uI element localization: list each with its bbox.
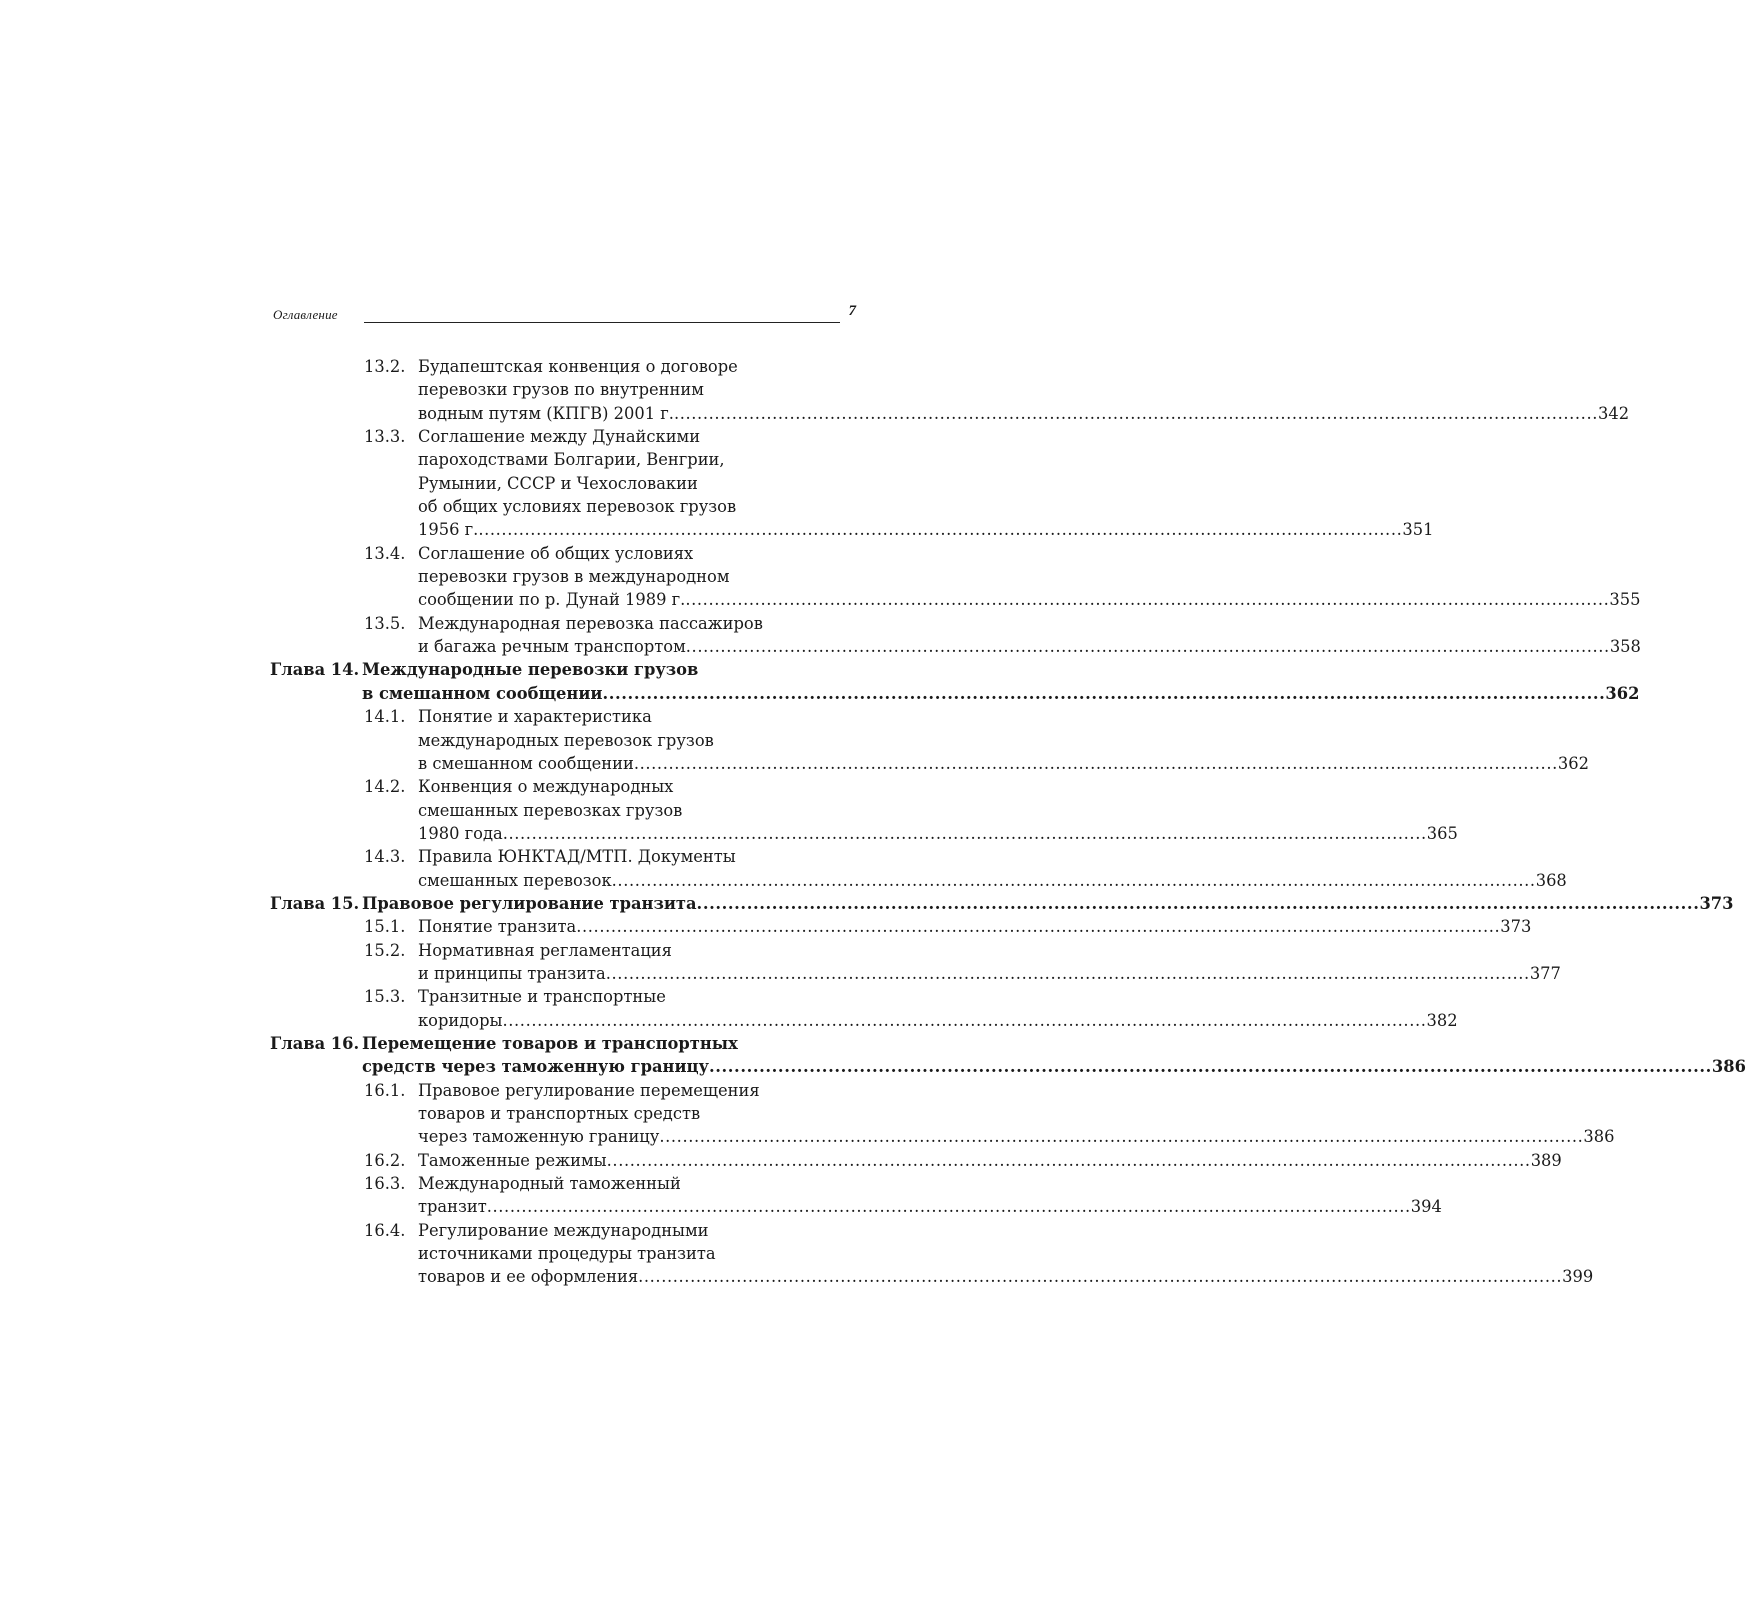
toc-line bbox=[270, 1102, 823, 1125]
toc-leader-line bbox=[418, 1149, 1562, 1172]
dot-leader: ................................................................................................................................................................ bbox=[708, 1057, 1712, 1077]
entry-title-text: сообщении по р. Дунай 1989 г. bbox=[418, 590, 686, 610]
toc-line bbox=[270, 1032, 823, 1055]
toc-leader-line bbox=[362, 1055, 1746, 1078]
entry-page-number: 377 bbox=[1529, 963, 1561, 983]
toc-line bbox=[270, 425, 823, 448]
running-header-title: Оглавление bbox=[273, 307, 338, 322]
header-rule bbox=[364, 322, 840, 323]
toc-section-entry bbox=[270, 985, 1458, 1032]
section-number: 14.3. bbox=[364, 847, 406, 867]
toc-section-entry bbox=[270, 915, 1532, 938]
entry-title-text: и принципы транзита bbox=[418, 963, 606, 983]
dot-leader: ................................................................................................................................................................ bbox=[576, 917, 1501, 937]
dot-leader: ................................................................................................................................................................ bbox=[602, 683, 1606, 703]
entry-page-number: 342 bbox=[1598, 403, 1630, 423]
toc-section-entry bbox=[270, 939, 1561, 986]
toc-line bbox=[270, 705, 823, 728]
toc-chapter-entry bbox=[270, 892, 1734, 915]
section-number: 13.3. bbox=[364, 427, 406, 447]
entry-page-number: 373 bbox=[1500, 917, 1532, 937]
entry-title-text: Правовое регулирование транзита bbox=[362, 893, 697, 913]
entry-page-number: 355 bbox=[1609, 590, 1641, 610]
running-header bbox=[273, 303, 856, 327]
toc-leader-line bbox=[418, 1009, 1458, 1032]
toc-line bbox=[270, 869, 1567, 892]
toc-section-entry bbox=[270, 1149, 1562, 1172]
entry-title-text: перевозки грузов по внутренним bbox=[418, 380, 704, 400]
section-number: 15.2. bbox=[364, 940, 406, 960]
toc-line bbox=[270, 1009, 1458, 1032]
toc-line bbox=[270, 472, 823, 495]
toc-section-entry bbox=[270, 775, 1458, 845]
toc-line bbox=[270, 1172, 823, 1195]
toc-line bbox=[270, 495, 823, 518]
section-number: 15.1. bbox=[364, 917, 406, 937]
entry-title-text: Перемещение товаров и транспортных bbox=[362, 1033, 738, 1053]
toc-line bbox=[270, 635, 1641, 658]
entry-title-text: Понятие транзита bbox=[418, 917, 577, 937]
entry-page-number: 399 bbox=[1562, 1267, 1594, 1287]
toc-line bbox=[270, 565, 823, 588]
entry-title-text: Правовое регулирование перемещения bbox=[418, 1080, 760, 1100]
entry-title-text: Будапештская конвенция о договоре bbox=[418, 357, 738, 376]
toc-line bbox=[270, 962, 1561, 985]
entry-page-number: 382 bbox=[1426, 1010, 1458, 1030]
toc-line bbox=[270, 378, 823, 401]
entry-page-number: 362 bbox=[1605, 683, 1640, 703]
entry-title-text: Регулирование международными bbox=[418, 1220, 709, 1240]
toc-leader-line bbox=[418, 752, 1589, 775]
toc-line bbox=[270, 985, 823, 1008]
chapter-number: Глава 15. bbox=[270, 893, 360, 913]
toc-line bbox=[270, 775, 823, 798]
entry-title-text: международных перевозок грузов bbox=[418, 730, 714, 750]
toc-leader-line bbox=[418, 635, 1641, 658]
toc-leader-line bbox=[418, 588, 1641, 611]
entry-title-text: 1980 года bbox=[418, 823, 503, 843]
entry-page-number: 373 bbox=[1699, 893, 1734, 913]
entry-title-text: источниками процедуры транзита bbox=[418, 1244, 716, 1264]
toc-leader-line bbox=[418, 822, 1458, 845]
dot-leader: ................................................................................................................................................................ bbox=[478, 520, 1403, 540]
toc-section-entry bbox=[270, 1172, 1442, 1219]
toc-leader-line bbox=[418, 962, 1561, 985]
toc-section-entry bbox=[270, 1219, 1594, 1289]
toc-section-entry bbox=[270, 542, 1641, 612]
toc-section-entry bbox=[270, 1079, 1615, 1149]
toc-leader-line bbox=[418, 402, 1630, 425]
toc-line bbox=[270, 1125, 1615, 1148]
section-number: 16.1. bbox=[364, 1080, 406, 1100]
toc-line bbox=[270, 822, 1458, 845]
section-number: 13.4. bbox=[364, 543, 406, 563]
toc-line bbox=[270, 448, 823, 471]
entry-title-text: пароходствами Болгарии, Венгрии, bbox=[418, 450, 725, 470]
entry-title-text: Таможенные режимы bbox=[418, 1150, 607, 1170]
dot-leader: ................................................................................................................................................................ bbox=[659, 1127, 1584, 1147]
toc-leader-line bbox=[418, 915, 1532, 938]
dot-leader: ................................................................................................................................................................ bbox=[502, 823, 1427, 843]
dot-leader: ................................................................................................................................................................ bbox=[605, 963, 1530, 983]
entry-title-text: Румынии, СССР и Чехословакии bbox=[418, 473, 698, 493]
entry-title-text: Транзитные и транспортные bbox=[418, 987, 666, 1007]
section-number: 16.4. bbox=[364, 1220, 406, 1240]
entry-title-text: Международный таможенный bbox=[418, 1174, 681, 1194]
page-number: 7 bbox=[848, 303, 856, 319]
chapter-number: Глава 14. bbox=[270, 660, 360, 680]
toc-line bbox=[270, 588, 1641, 611]
dot-leader: ................................................................................................................................................................ bbox=[685, 637, 1610, 657]
entry-page-number: 362 bbox=[1557, 753, 1589, 773]
dot-leader: ................................................................................................................................................................ bbox=[638, 1267, 1563, 1287]
dot-leader: ................................................................................................................................................................ bbox=[633, 753, 1558, 773]
dot-leader: ................................................................................................................................................................ bbox=[502, 1010, 1427, 1030]
toc-section-entry bbox=[270, 355, 1630, 425]
toc-line bbox=[270, 542, 823, 565]
entry-page-number: 389 bbox=[1530, 1150, 1562, 1170]
toc-section-entry bbox=[270, 845, 1567, 892]
entry-title-text: Понятие и характеристика bbox=[418, 707, 652, 727]
entry-page-number: 351 bbox=[1402, 520, 1434, 540]
dot-leader: ................................................................................................................................................................ bbox=[685, 590, 1610, 610]
toc-leader-line bbox=[418, 1195, 1442, 1218]
toc-leader-line bbox=[418, 1125, 1615, 1148]
entry-page-number: 358 bbox=[1609, 637, 1641, 657]
entry-title-text: смешанных перевозках грузов bbox=[418, 800, 683, 820]
entry-title-text: транзит bbox=[418, 1197, 487, 1217]
toc-line bbox=[270, 892, 1734, 915]
toc-line bbox=[270, 845, 823, 868]
entry-title-text: через таможенную границу bbox=[418, 1127, 660, 1147]
toc-line bbox=[270, 518, 1434, 541]
entry-title-text: 1956 г. bbox=[418, 520, 479, 540]
toc-line bbox=[270, 729, 823, 752]
entry-title-text: Нормативная регламентация bbox=[418, 940, 672, 960]
toc-line bbox=[270, 682, 1640, 705]
section-number: 14.2. bbox=[364, 777, 406, 797]
toc-line bbox=[270, 1079, 823, 1102]
dot-leader: ................................................................................................................................................................ bbox=[486, 1197, 1411, 1217]
entry-title-text: Соглашение об общих условиях bbox=[418, 543, 694, 563]
toc-line bbox=[270, 612, 823, 635]
toc-section-entry bbox=[270, 612, 1641, 659]
entry-title-text: Соглашение между Дунайскими bbox=[418, 427, 701, 447]
toc-line bbox=[270, 658, 823, 681]
toc-line bbox=[270, 1219, 823, 1242]
entry-title-text: Правила ЮНКТАД/МТП. Документы bbox=[418, 847, 736, 867]
dot-leader: ................................................................................................................................................................ bbox=[606, 1150, 1531, 1170]
section-number: 16.2. bbox=[364, 1150, 406, 1170]
entry-title-text: об общих условиях перевозок грузов bbox=[418, 497, 737, 517]
entry-title-text: смешанных перевозок bbox=[418, 870, 612, 890]
toc-chapter-entry bbox=[270, 658, 1640, 705]
toc-leader-line bbox=[362, 682, 1640, 705]
entry-page-number: 365 bbox=[1426, 823, 1458, 843]
dot-leader: ................................................................................................................................................................ bbox=[696, 893, 1700, 913]
toc-chapter-entry bbox=[270, 1032, 1746, 1079]
toc-leader-line bbox=[418, 518, 1434, 541]
toc-line bbox=[270, 915, 1532, 938]
toc-leader-line bbox=[418, 869, 1567, 892]
entry-title-text: в смешанном сообщении bbox=[418, 753, 634, 773]
entry-title-text: водным путям (КПГВ) 2001 г. bbox=[418, 403, 674, 423]
entry-title-text: и багажа речным транспортом bbox=[418, 637, 686, 657]
toc-line bbox=[270, 1195, 1442, 1218]
toc-line bbox=[270, 1242, 823, 1265]
section-number: 16.3. bbox=[364, 1174, 406, 1194]
entry-title-text: Международная перевозка пассажиров bbox=[418, 613, 763, 633]
entry-title-text: товаров и ее оформления bbox=[418, 1267, 639, 1287]
section-number: 13.2. bbox=[364, 357, 406, 376]
entry-title-text: перевозки грузов в международном bbox=[418, 567, 730, 587]
toc-line bbox=[270, 402, 1630, 425]
toc-line bbox=[270, 1055, 1746, 1078]
entry-title-text: Международные перевозки грузов bbox=[362, 660, 699, 680]
entry-page-number: 394 bbox=[1410, 1197, 1442, 1217]
entry-title-text: коридоры bbox=[418, 1010, 503, 1030]
toc-section-entry bbox=[270, 705, 1589, 775]
chapter-number: Глава 16. bbox=[270, 1033, 360, 1053]
section-number: 15.3. bbox=[364, 987, 406, 1007]
table-of-contents bbox=[270, 355, 1746, 1289]
entry-page-number: 368 bbox=[1535, 870, 1567, 890]
toc-line bbox=[270, 1265, 1594, 1288]
entry-page-number: 386 bbox=[1583, 1127, 1615, 1147]
toc-section-entry bbox=[270, 425, 1434, 542]
toc-line bbox=[270, 752, 1589, 775]
toc-line bbox=[270, 799, 823, 822]
dot-leader: ................................................................................................................................................................ bbox=[673, 403, 1598, 423]
toc-leader-line bbox=[362, 892, 1734, 915]
toc-line bbox=[270, 355, 823, 378]
entry-page-number: 386 bbox=[1711, 1057, 1746, 1077]
entry-title-text: товаров и транспортных средств bbox=[418, 1104, 701, 1123]
toc-line bbox=[270, 1149, 1562, 1172]
entry-title-text: в смешанном сообщении bbox=[362, 683, 603, 703]
section-number: 13.5. bbox=[364, 613, 406, 633]
toc-leader-line bbox=[418, 1265, 1594, 1288]
entry-title-text: Конвенция о международных bbox=[418, 777, 674, 797]
toc-line bbox=[270, 939, 823, 962]
dot-leader: ................................................................................................................................................................ bbox=[611, 870, 1536, 890]
section-number: 14.1. bbox=[364, 707, 406, 727]
entry-title-text: средств через таможенную границу bbox=[362, 1057, 709, 1077]
